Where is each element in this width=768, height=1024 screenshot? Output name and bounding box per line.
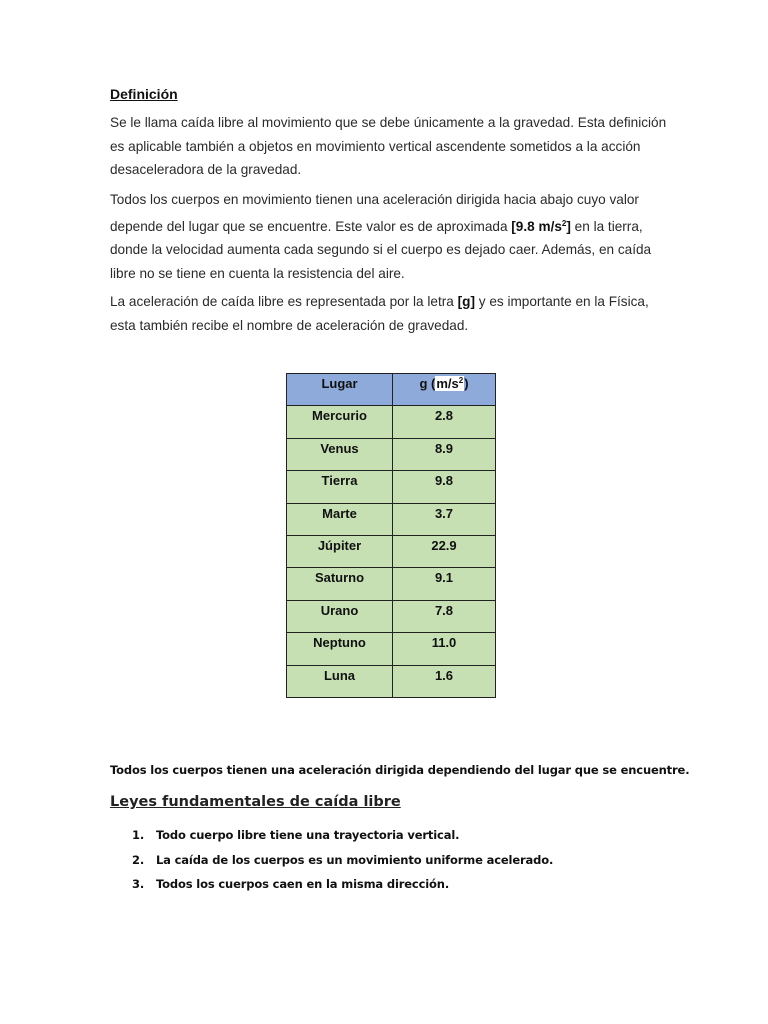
table-row	[287, 568, 496, 600]
cell-place: Neptuno	[287, 633, 393, 665]
paragraph-acceleration	[110, 188, 670, 285]
cell-place: Venus	[287, 438, 393, 470]
table-row	[287, 438, 496, 470]
list-text: Todo cuerpo libre tiene una trayectoria vertical.	[156, 828, 460, 842]
table-row	[287, 471, 496, 503]
definition-heading: Definición	[110, 86, 178, 102]
cell-gravity: 9.1	[393, 568, 496, 600]
header-gravity-unit	[435, 376, 464, 391]
list-item	[110, 828, 553, 853]
cell-place: Saturno	[287, 568, 393, 600]
paragraph-definition: Se le llama caída libre al movimiento que se debe únicamente a la gravedad. Esta definición es aplicable también a objetos en movimiento vertical ascendente sometidos a la acción desaceleradora de la gravedad.	[110, 115, 667, 177]
header-gravity	[393, 374, 496, 406]
header-gravity-prefix: g (	[419, 376, 436, 391]
paragraph-acceleration-text-start: Todos los cuerpos en movimiento tienen una aceleración dirigida hacia abajo cuyo valor depende del lugar que se encuentre. Este valor es de aproximada	[110, 192, 639, 234]
paragraph-acceleration-text-end: en la tierra, donde la velocidad aumenta cada segundo si el cuerpo es dejado caer. Además, en caída libre no se tiene en cuenta la resistencia del aire.	[110, 218, 652, 281]
list-item	[110, 877, 553, 902]
cell-gravity: 8.9	[393, 438, 496, 470]
laws-list	[110, 828, 553, 902]
laws-heading: Leyes fundamentales de caída libre	[110, 794, 401, 810]
header-gravity-suffix: )	[464, 376, 469, 391]
list-text: Todos los cuerpos caen en la misma dirección.	[156, 877, 450, 891]
table-row	[287, 665, 496, 697]
table-header-row	[287, 374, 496, 406]
table-row	[287, 535, 496, 567]
cell-place: Júpiter	[287, 535, 393, 567]
gravity-table	[286, 373, 496, 698]
list-text: La caída de los cuerpos es un movimiento uniforme acelerado.	[156, 852, 554, 867]
cell-place: Mercurio	[287, 406, 393, 438]
header-gravity-unit-text: m/s	[436, 376, 459, 391]
paragraph-symbol	[110, 290, 670, 337]
cell-place: Tierra	[287, 471, 393, 503]
paragraph-symbol-text-end: y es importante en la Física, esta también recibe el nombre de aceleración de gravedad.	[110, 294, 649, 333]
table-row	[287, 406, 496, 438]
paragraph-symbol-text-start: La aceleración de caída libre es representada por la letra	[110, 294, 458, 309]
summary-note: Todos los cuerpos tienen una aceleración dirigida dependiendo del lugar que se encuentre.	[110, 763, 690, 777]
gravity-value-text: [9.8 m/s	[511, 218, 562, 234]
cell-gravity: 22.9	[393, 535, 496, 567]
cell-place: Urano	[287, 600, 393, 632]
list-item	[110, 853, 553, 878]
cell-gravity: 1.6	[393, 665, 496, 697]
gravity-symbol: [g]	[457, 294, 475, 309]
gravity-value-exponent: 2	[561, 218, 567, 228]
table-row	[287, 600, 496, 632]
cell-place: Luna	[287, 665, 393, 697]
cell-gravity: 2.8	[393, 406, 496, 438]
gravity-value-bracket: ]	[566, 218, 571, 234]
cell-gravity: 9.8	[393, 471, 496, 503]
list-number: 3.	[132, 877, 145, 891]
cell-gravity: 11.0	[393, 633, 496, 665]
gravity-value	[511, 219, 571, 234]
header-place: Lugar	[287, 374, 393, 406]
cell-gravity: 7.8	[393, 600, 496, 632]
list-number: 2.	[132, 852, 145, 867]
cell-gravity: 3.7	[393, 503, 496, 535]
table-row	[287, 633, 496, 665]
list-number: 1.	[132, 828, 145, 842]
table-row	[287, 503, 496, 535]
cell-place: Marte	[287, 503, 393, 535]
header-gravity-exponent: 2	[458, 376, 464, 385]
